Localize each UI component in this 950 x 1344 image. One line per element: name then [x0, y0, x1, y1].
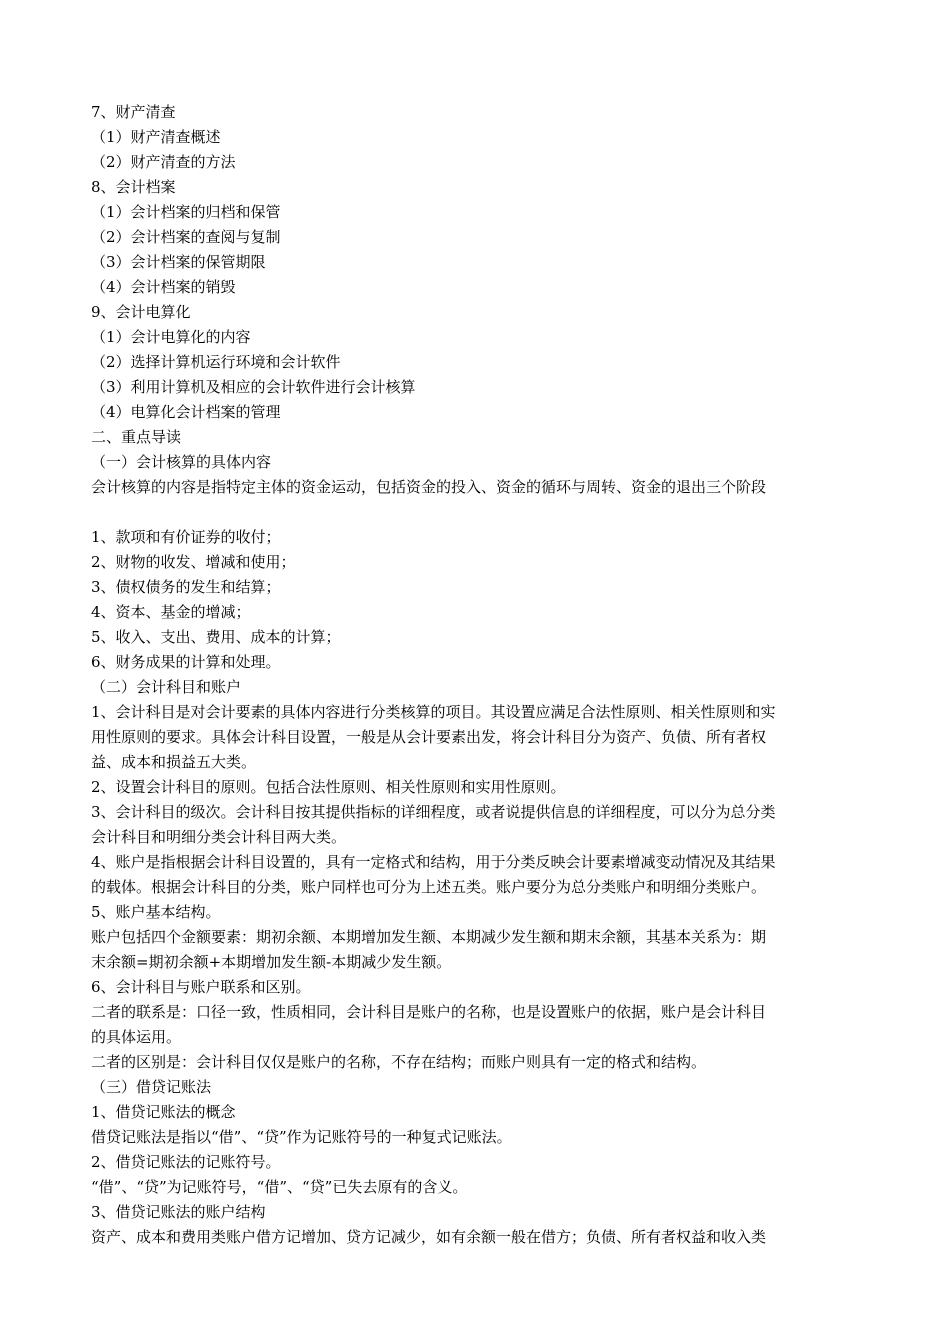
- text-line: 4、账户是指根据会计科目设置的，具有一定格式和结构，用于分类反映会计要素增减变动情况及其结果: [91, 853, 776, 871]
- blank-line: [91, 500, 871, 525]
- text-line: 用性原则的要求。具体会计科目设置，一般是从会计要素出发，将会计科目分为资产、负债、所有者权: [91, 728, 767, 746]
- text-line: 账户包括四个金额要素：期初余额、本期增加发生额、本期减少发生额和期末余额，其基本关系为：期: [91, 928, 767, 946]
- text-line: 7、财产清查: [91, 103, 176, 121]
- text-line: 9、会计电算化: [91, 303, 191, 321]
- text-line: 会计科目和明细分类会计科目两大类。: [91, 828, 347, 846]
- text-line: 2、借贷记账法的记账符号。: [91, 1153, 281, 1171]
- text-line: “借”、“贷”为记账符号，“借”、“贷”已失去原有的含义。: [91, 1178, 468, 1196]
- text-line: 二、重点导读: [91, 428, 182, 446]
- text-line: 5、收入、支出、费用、成本的计算；: [91, 628, 341, 646]
- text-line: 的具体运用。: [91, 1028, 182, 1046]
- text-line: 1、款项和有价证券的收付；: [91, 528, 281, 546]
- text-line: 会计核算的内容是指特定主体的资金运动，包括资金的投入、资金的循环与周转、资金的退出三个阶段: [91, 478, 767, 496]
- text-line: 1、借贷记账法的概念: [91, 1103, 236, 1121]
- text-line: 二者的区别是：会计科目仅仅是账户的名称，不存在结构；而账户则具有一定的格式和结构。: [91, 1053, 707, 1071]
- text-line: 资产、成本和费用类账户借方记增加、贷方记减少，如有余额一般在借方；负债、所有者权益和收入类: [91, 1228, 767, 1246]
- text-line: （3）利用计算机及相应的会计软件进行会计核算: [91, 378, 416, 396]
- text-line: 的载体。根据会计科目的分类，账户同样也可分为上述五类。账户要分为总分类账户和明细分类账户。: [91, 878, 767, 896]
- text-line: （二）会计科目和账户: [91, 678, 242, 696]
- text-line: （2）财产清查的方法: [91, 153, 236, 171]
- text-line: 8、会计档案: [91, 178, 176, 196]
- text-line: （一）会计核算的具体内容: [91, 453, 272, 471]
- text-line: 3、借贷记账法的账户结构: [91, 1203, 266, 1221]
- text-line: 1、会计科目是对会计要素的具体内容进行分类核算的项目。其设置应满足合法性原则、相关性原则和实: [91, 703, 776, 721]
- text-line: 益、成本和损益五大类。: [91, 753, 257, 771]
- text-line: 3、会计科目的级次。会计科目按其提供指标的详细程度，或者说提供信息的详细程度，可以分为总分类: [91, 803, 776, 821]
- text-line: 2、设置会计科目的原则。包括合法性原则、相关性原则和实用性原则。: [91, 778, 566, 796]
- text-line: （3）会计档案的保管期限: [91, 253, 266, 271]
- text-line: （2）选择计算机运行环境和会计软件: [91, 353, 341, 371]
- text-line: 6、会计科目与账户联系和区别。: [91, 978, 311, 996]
- text-line: （1）会计档案的归档和保管: [91, 203, 281, 221]
- text-line: 2、财物的收发、增减和使用；: [91, 553, 296, 571]
- text-line: （1）财产清查概述: [91, 128, 221, 146]
- text-line: 二者的联系是：口径一致，性质相同，会计科目是账户的名称，也是设置账户的依据，账户是会计科目: [91, 1003, 767, 1021]
- text-line: （4）会计档案的销毁: [91, 278, 236, 296]
- text-line: （2）会计档案的查阅与复制: [91, 228, 281, 246]
- text-line: 4、资本、基金的增减；: [91, 603, 251, 621]
- text-line: 5、账户基本结构。: [91, 903, 221, 921]
- text-line: （三）借贷记账法: [91, 1078, 212, 1096]
- text-line: 末余额=期初余额+本期增加发生额-本期减少发生额。: [91, 953, 452, 971]
- text-line: （1）会计电算化的内容: [91, 328, 251, 346]
- document-body: [91, 100, 871, 1250]
- text-line: 借贷记账法是指以“借”、“贷”作为记账符号的一种复式记账法。: [91, 1128, 512, 1146]
- text-line: 3、债权债务的发生和结算；: [91, 578, 281, 596]
- text-line: （4）电算化会计档案的管理: [91, 403, 281, 421]
- text-line: 6、财务成果的计算和处理。: [91, 653, 281, 671]
